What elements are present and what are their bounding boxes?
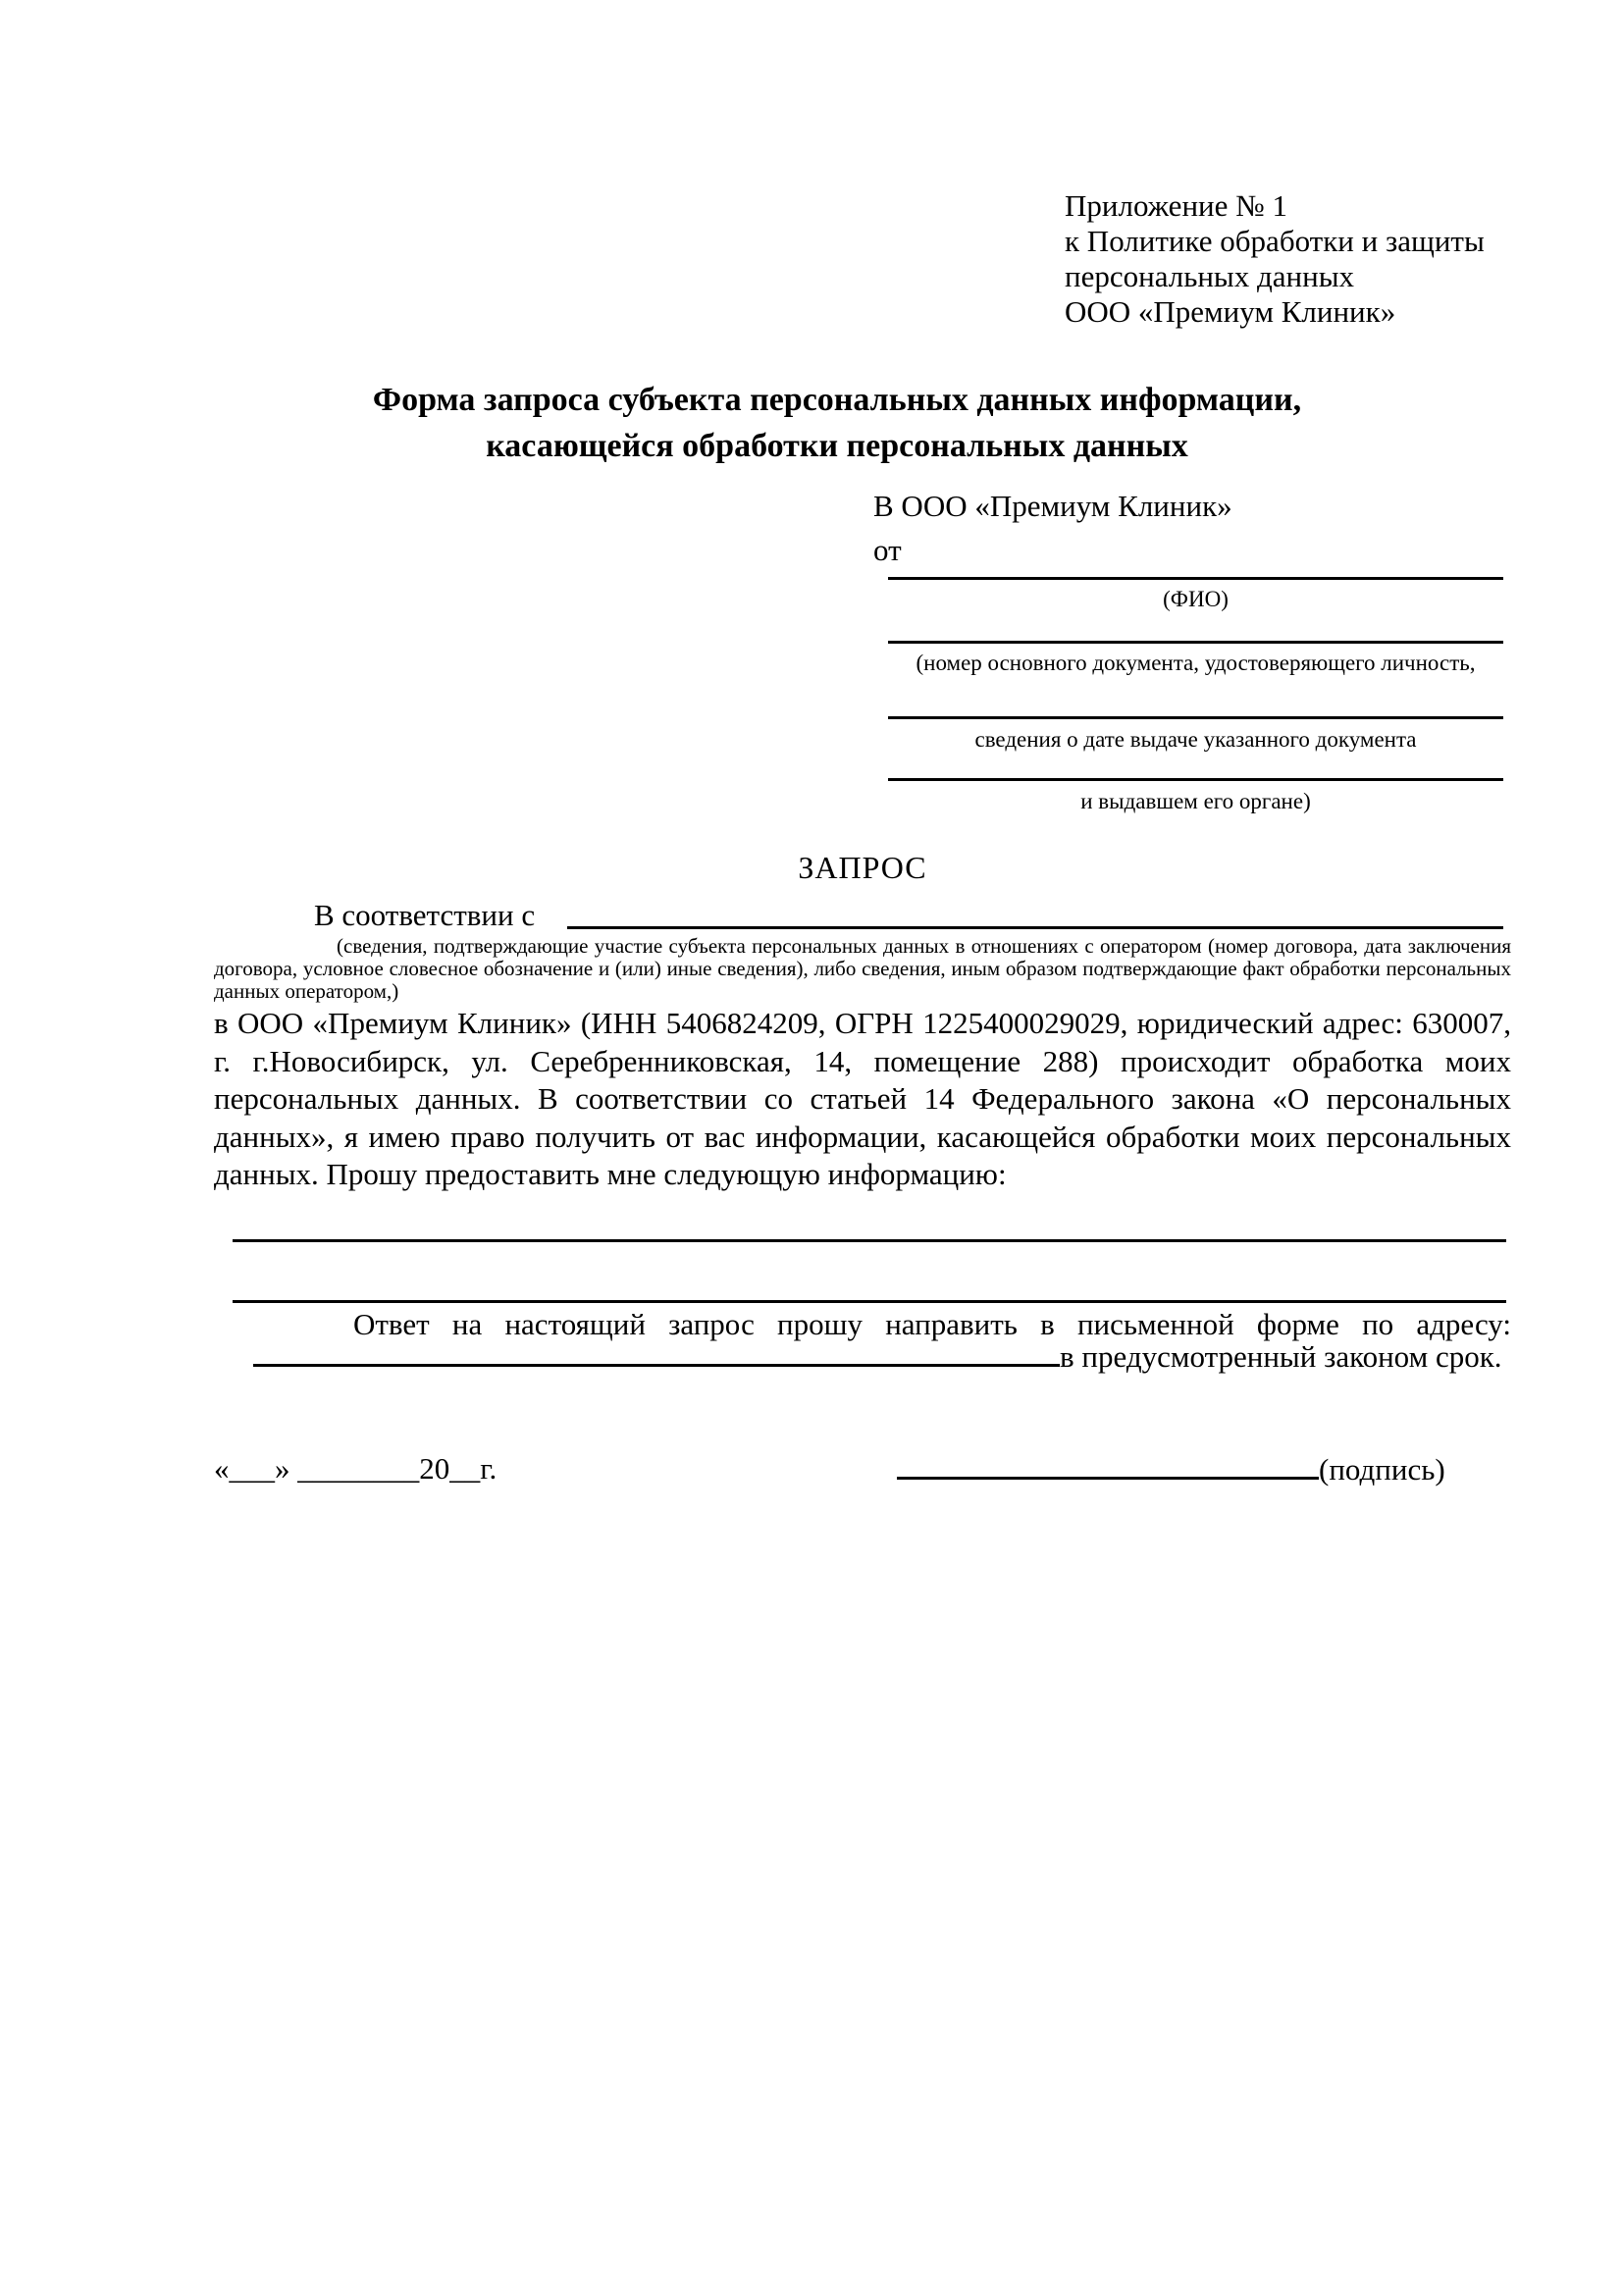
- issue-date-blank-line[interactable]: [888, 716, 1503, 719]
- appendix-line-3: персональных данных: [1065, 259, 1355, 293]
- appendix-line-4: ООО «Премиум Клиник»: [1065, 294, 1396, 329]
- document-number-blank-line[interactable]: [888, 641, 1503, 644]
- request-body-text: в ООО «Премиум Клиник» (ИНН 5406824209, ОГРН 1225400029029, юридический адрес: 630007, г. г.Новосибирск, ул. Серебренниковская, 14, помещение 288) происходит обработка моих персональных данных. В соответствии со статьей 14 Федерального закона «О персональных данных», я имею право получить от вас информации, касающейся обработки моих персональных данных. Прошу предоставить мне следующую информацию:: [214, 1006, 1511, 1191]
- request-intro: В соответствии с: [314, 898, 536, 932]
- issuer-blank-line[interactable]: [888, 778, 1503, 781]
- signature-row: [897, 1450, 1445, 1488]
- from-label: от: [873, 533, 902, 567]
- document-title: [163, 377, 1511, 469]
- document-number-caption: (номер основного документа, удостоверяющего личность,: [916, 651, 1476, 675]
- appendix-line-1: Приложение № 1: [1065, 188, 1287, 223]
- fio-caption: (ФИО): [1163, 587, 1229, 611]
- document-title-line-1: Форма запроса субъекта персональных данных информации,: [372, 382, 1302, 418]
- requested-info-blank-line-1[interactable]: [233, 1239, 1506, 1242]
- reply-address-blank-line[interactable]: [253, 1337, 1060, 1367]
- appendix-line-2: к Политике обработки и защиты: [1065, 224, 1485, 258]
- signature-caption: (подпись): [1319, 1452, 1445, 1487]
- reply-tail-text: в предусмотренный законом срок.: [1060, 1339, 1502, 1374]
- legal-basis-blank-line[interactable]: [567, 926, 1503, 929]
- fio-blank-line[interactable]: [888, 577, 1503, 580]
- reply-address-row: [253, 1337, 1502, 1376]
- reply-instruction: Ответ на настоящий запрос прошу направить в письменной форме по адресу:: [353, 1307, 1511, 1341]
- recipient-line: В ООО «Премиум Клиник»: [873, 489, 1232, 523]
- appendix-header: [1065, 188, 1485, 330]
- signature-blank-line[interactable]: [897, 1450, 1319, 1480]
- issuer-caption: и выдавшем его органе): [1080, 789, 1311, 813]
- footnote-text: (сведения, подтверждающие участие субъекта персональных данных в отношениях с оператором (номер договора, дата заключения договора, условное словесное обозначение и (или) иные сведения), либо сведения, иным образом подтверждающие факт обработки персональных данных оператором,): [214, 934, 1511, 1003]
- issue-date-caption: сведения о дате выдаче указанного документа: [974, 727, 1417, 752]
- document-title-line-2: касающейся обработки персональных данных: [486, 428, 1188, 464]
- requested-info-blank-line-2[interactable]: [233, 1300, 1506, 1303]
- date-blank[interactable]: «___» ________20__г.: [214, 1451, 497, 1486]
- request-heading: ЗАПРОС: [798, 850, 927, 885]
